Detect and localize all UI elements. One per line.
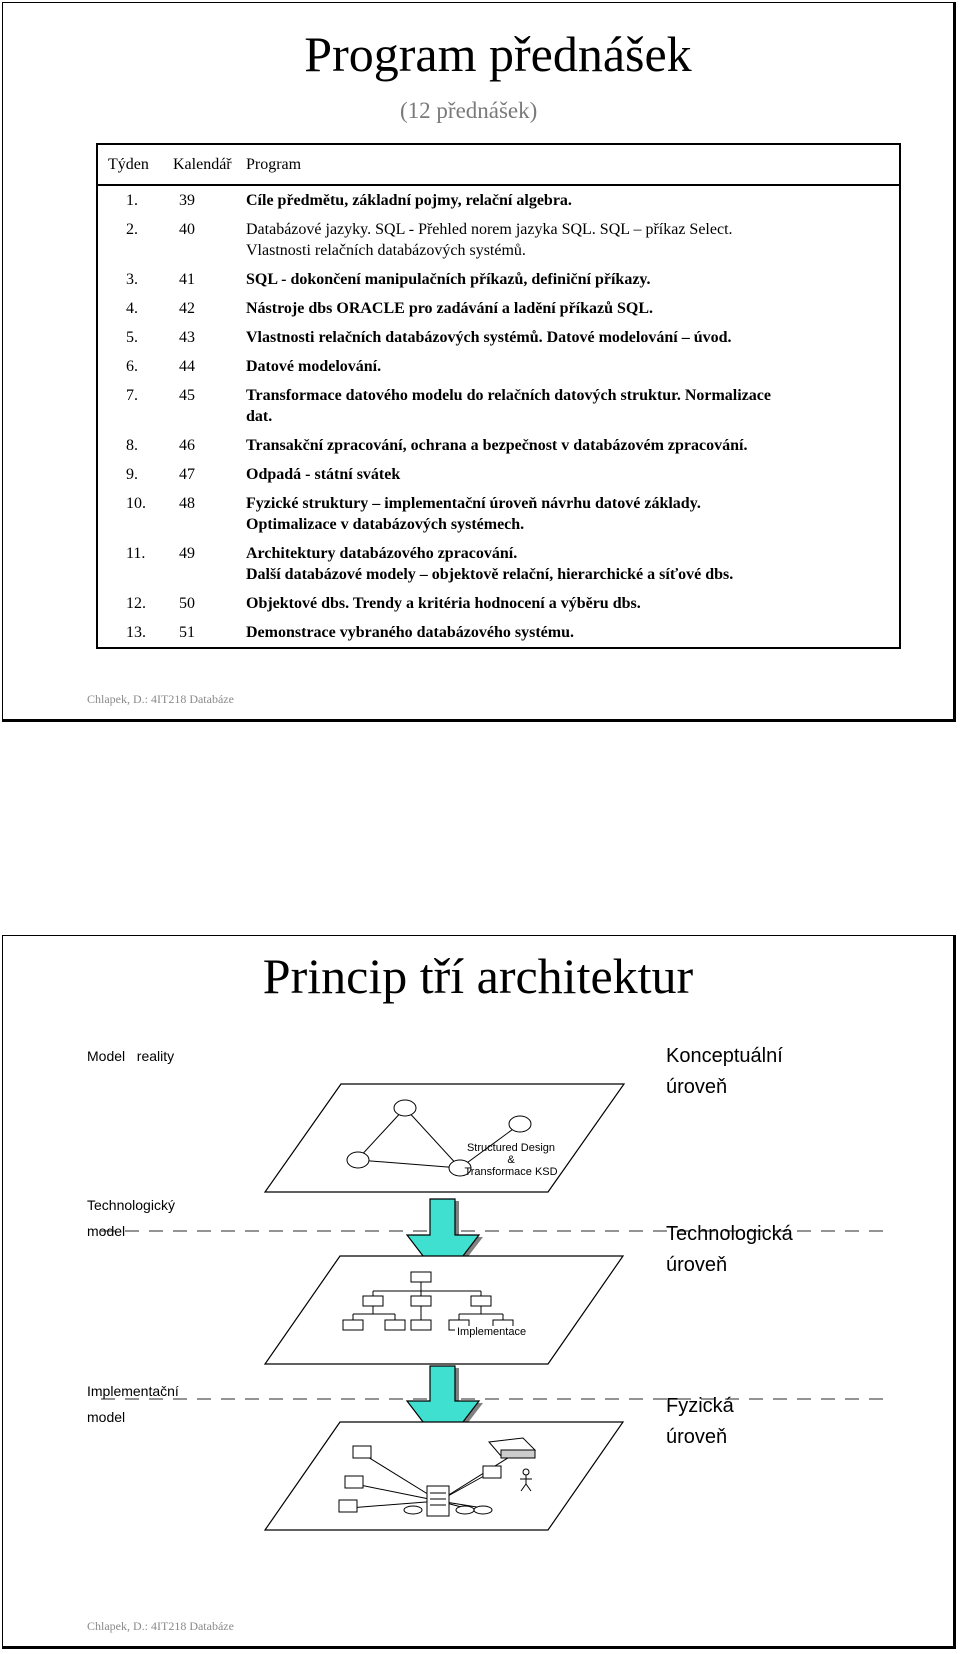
label-line: Implementační: [87, 1383, 179, 1399]
program-cell: [240, 323, 900, 352]
week-cell: 3.: [126, 271, 138, 288]
computer-icon: [345, 1476, 363, 1488]
table-row: [97, 618, 900, 648]
program-text: dat.: [246, 408, 273, 425]
header-program: Program: [240, 144, 900, 185]
program-text: Vlastnosti relačních databázových systémů.: [246, 242, 526, 259]
table-header-row: [97, 144, 900, 185]
program-cell: [240, 352, 900, 381]
program-text: Transakční zpracování, ochrana a bezpečnost v databázovém zpracování.: [246, 437, 748, 454]
week-cell: 6.: [126, 358, 138, 375]
calendar-cell: 42: [179, 300, 195, 317]
label-line: úroveň: [666, 1426, 728, 1448]
conceptual-level-label: [666, 1041, 783, 1103]
header-week: Týden: [97, 144, 167, 185]
technological-plane: [265, 1256, 623, 1364]
calendar-cell: 44: [179, 358, 195, 375]
label-line: Konceptuální: [666, 1045, 783, 1067]
table-row: [97, 460, 900, 489]
computer-icon: [483, 1466, 501, 1478]
program-cell: [240, 381, 900, 431]
table-row: [97, 381, 900, 431]
label-line: úroveň: [666, 1076, 728, 1098]
server-icon: [427, 1486, 449, 1516]
week-cell: 5.: [126, 329, 138, 346]
slide-footer: Chlapek, D.: 4IT218 Databáze: [87, 692, 234, 706]
program-text: Transformace datového modelu do relačních datových struktur. Normalizace: [246, 387, 771, 404]
implementation-model-label: [87, 1378, 179, 1430]
program-text: Odpadá - státní svátek: [246, 466, 401, 483]
computer-icon: [353, 1446, 371, 1458]
program-cell: [240, 265, 900, 294]
program-cell: [240, 460, 900, 489]
calendar-cell: 45: [179, 387, 195, 404]
program-text: Demonstrace vybraného databázového systému.: [246, 624, 574, 641]
slide-footer: Chlapek, D.: 4IT218 Databáze: [87, 1619, 234, 1633]
table-row: [97, 352, 900, 381]
calendar-cell: 49: [179, 545, 195, 562]
physical-level-label: [666, 1391, 734, 1453]
calendar-cell: 46: [179, 437, 195, 454]
label-line: model: [87, 1223, 126, 1239]
week-cell: 9.: [126, 466, 138, 483]
program-cell: [240, 294, 900, 323]
structured-design-label: [459, 1142, 563, 1178]
calendar-cell: 47: [179, 466, 195, 483]
calendar-cell: 50: [179, 595, 195, 612]
computer-icon: [339, 1500, 357, 1512]
table-row: [97, 294, 900, 323]
program-table: [96, 143, 901, 649]
program-text: Fyzické struktury – implementační úroveň návrhu datové základy.: [246, 495, 701, 512]
table-row: [97, 185, 900, 215]
calendar-cell: 41: [179, 271, 195, 288]
label-line: Transformace KSD: [464, 1166, 558, 1178]
program-text: Objektové dbs. Trendy a kritéria hodnocení a výběru dbs.: [246, 595, 641, 612]
technological-model-label: [87, 1192, 175, 1244]
calendar-cell: 43: [179, 329, 195, 346]
person-icon: [523, 1469, 529, 1475]
calendar-cell: 39: [179, 192, 195, 209]
conceptual-plane: [265, 1084, 624, 1192]
slide-subtitle: (12 přednášek): [400, 98, 538, 123]
program-cell: [240, 431, 900, 460]
implementation-arrow-label: Implementace: [457, 1326, 527, 1338]
label-line: &: [507, 1154, 515, 1166]
program-text: Vlastnosti relačních databázových systémů. Datové modelování – úvod.: [246, 329, 732, 346]
week-cell: 10.: [126, 495, 146, 512]
label-line: Structured Design: [466, 1142, 556, 1154]
calendar-cell: 51: [179, 624, 195, 641]
technological-level-label: [666, 1219, 793, 1281]
week-cell: 1.: [126, 192, 138, 209]
week-cell: 13.: [126, 624, 146, 641]
label-line: Technologický: [87, 1197, 175, 1213]
label-line: Fyzická: [666, 1395, 734, 1417]
program-cell: [240, 618, 900, 648]
calendar-cell: 40: [179, 221, 195, 238]
slide-architectures: [2, 935, 956, 1649]
calendar-cell: 48: [179, 495, 195, 512]
program-text: Datové modelování.: [246, 358, 382, 375]
slide-title: Program přednášek: [304, 26, 692, 82]
table-row: [97, 539, 900, 589]
program-cell: [240, 539, 900, 589]
table-row: [97, 323, 900, 352]
week-cell: 7.: [126, 387, 138, 404]
program-cell: [240, 589, 900, 618]
header-calendar: Kalendář: [167, 144, 240, 185]
program-text: Optimalizace v databázových systémech.: [246, 516, 525, 533]
table-row: [97, 265, 900, 294]
week-cell: 8.: [126, 437, 138, 454]
disk-icon: [404, 1506, 422, 1514]
program-cell: [240, 215, 900, 265]
table-row: [97, 489, 900, 539]
label-line: model: [87, 1409, 126, 1425]
disk-icon: [456, 1506, 474, 1514]
program-cell: [240, 185, 900, 215]
label-line: úroveň: [666, 1254, 728, 1276]
program-cell: [240, 489, 900, 539]
program-text: Cíle předmětu, základní pojmy, relační algebra.: [246, 192, 572, 209]
table-row: [97, 431, 900, 460]
week-cell: 4.: [126, 300, 138, 317]
week-cell: 11.: [126, 545, 146, 562]
table-row: [97, 589, 900, 618]
table-row: [97, 215, 900, 265]
label-line: Technologická: [666, 1223, 793, 1245]
program-text: Databázové jazyky. SQL - Přehled norem jazyka SQL. SQL – příkaz Select.: [246, 221, 733, 238]
program-text: Nástroje dbs ORACLE pro zadávání a ladění příkazů SQL.: [246, 300, 654, 317]
week-cell: 12.: [126, 595, 146, 612]
program-text: Další databázové modely – objektově relační, hierarchické a síťové dbs.: [246, 566, 734, 583]
disk-icon: [474, 1506, 492, 1514]
slide-title: Princip tří architektur: [262, 948, 694, 1004]
program-text: SQL - dokončení manipulačních příkazů, definiční příkazy.: [246, 271, 651, 288]
program-text: Architektury databázového zpracování.: [246, 545, 518, 562]
week-cell: 2.: [126, 221, 138, 238]
slide-program: [2, 2, 956, 722]
model-reality-label: Model reality: [87, 1048, 175, 1064]
